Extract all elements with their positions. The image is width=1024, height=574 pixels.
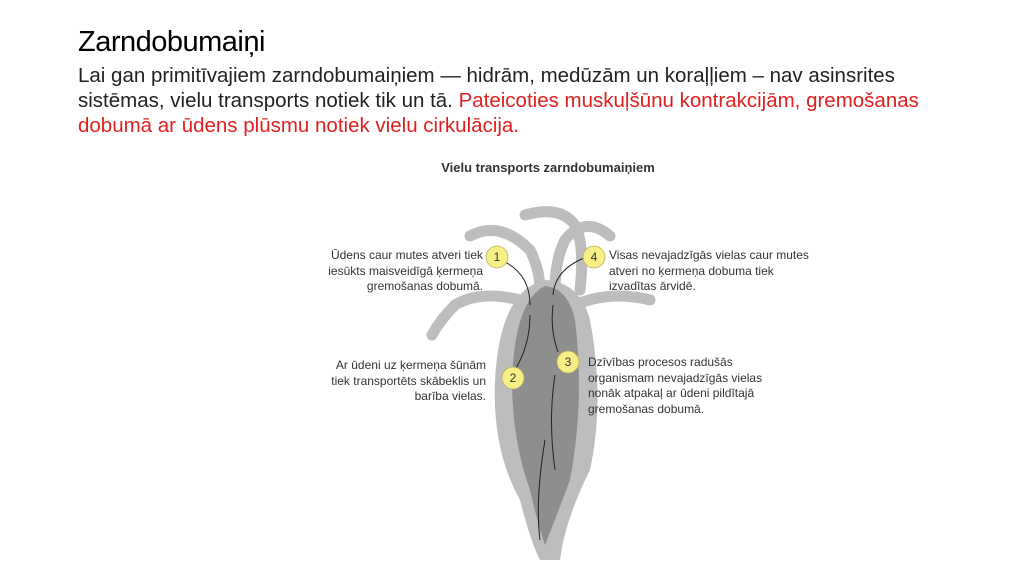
- step-1-label: Ūdens caur mutes atveri tiek iesūkts maisveidīgā ķermeņa gremošanas dobumā.: [328, 248, 483, 293]
- diagram-title: Vielu transports zarndobumaiņiem: [441, 160, 655, 175]
- slide-title: Zarndobumaiņi: [78, 26, 265, 58]
- step-marker-3: 3: [564, 355, 572, 369]
- step-2-label: Ar ūdeni uz ķermeņa šūnām tiek transportēts skābeklis un barība vielas.: [331, 358, 486, 403]
- step-marker-1: 1: [493, 250, 501, 264]
- step-4-label: Visas nevajadzīgās vielas caur mutes atveri no ķermeņa dobuma tiek izvadītas ārvidē.: [609, 248, 809, 293]
- body-highlight: Pateicoties muskuļšūnu kontrakcijām, gremošanas dobumā ar ūdens plūsmu notiek vielu cirkulācija.: [78, 89, 919, 137]
- step-marker-2: 2: [509, 371, 517, 385]
- body-text: Lai gan primitīvajiem zarndobumaiņiem — hidrām, medūzām un koraļļiem – nav asinsrites sistēmas, vielu transports notiek tik un tā.: [78, 64, 895, 112]
- step-3-label: Dzīvības procesos radušās organismam nevajadzīgās vielas nonāk atpakaļ ar ūdeni pildītajā gremošanas dobumā.: [588, 355, 763, 416]
- step-marker-4: 4: [590, 250, 598, 264]
